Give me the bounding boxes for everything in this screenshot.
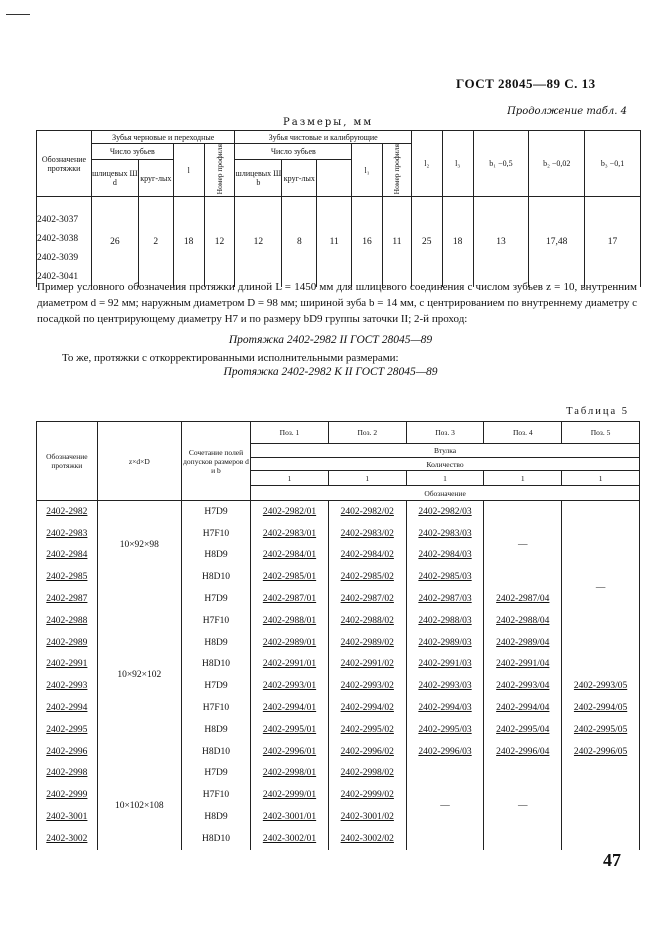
pos2-cell: 2402-2995/02 [328,719,406,741]
pos1-cell: 2402-2987/01 [251,588,329,610]
pos4-cell: 2402-2993/04 [484,675,562,697]
pos3-cell: 2402-2996/03 [406,741,484,763]
fit-cell: H8D10 [181,566,250,588]
col-spline-b: шлицевых Ш b [235,160,282,197]
profile-no-label: Номер профиля [215,144,225,195]
val-l1: 16 [352,197,383,288]
pos2-cell: 2402-2984/02 [328,545,406,567]
code-3037: 2402-3037 [37,215,79,226]
pos5-dash: — [562,501,640,676]
pos2-cell: 2402-2999/02 [328,784,406,806]
row-code: 2402-3001 [37,806,98,828]
val-round2: 8 [282,197,317,288]
pos3-cell: 2402-2983/03 [406,523,484,545]
pos-4: Поз. 4 [484,422,562,444]
table-4 [36,130,641,287]
col-l2: l₂ [411,131,442,197]
val-profile: 12 [204,197,235,288]
col-profile-no2 [382,144,411,197]
fit-cell: H7F10 [181,784,250,806]
pos5-cell: 2402-2994/05 [562,697,640,719]
val-l: 18 [173,197,204,288]
pos2-cell: 2402-2991/02 [328,654,406,676]
col-fit: Сочетание полей допусков размеров d и b [181,422,250,501]
example-paragraph-2: То же, протяжки с откорректированными исполнительными размерами: [62,352,399,364]
pos3-cell: 2402-2995/03 [406,719,484,741]
row-code: 2402-2999 [37,784,98,806]
dims-cell: 10×92×98 [97,501,181,589]
pos1-cell: 2402-2984/01 [251,545,329,567]
pos1-cell: 2402-2983/01 [251,523,329,545]
row-code: 2402-2993 [37,675,98,697]
pos1-cell: 2402-2988/01 [251,610,329,632]
code-3041: 2402-3041 [37,272,79,283]
pos1-cell: 2402-3001/01 [251,806,329,828]
col-spline-d: шлицевых Ш d [91,160,138,197]
sizes-label: Размеры, мм [283,117,374,128]
table-5-body [37,501,640,850]
fit-cell: H8D9 [181,632,250,654]
col-spline-b2 [317,160,352,197]
pos5-cell: 2402-2995/05 [562,719,640,741]
pos5-empty [562,763,640,850]
val-profile2: 11 [382,197,411,288]
table-5-title: Таблица 5 [566,406,629,417]
row-code: 2402-2995 [37,719,98,741]
pos5-cell: 2402-2993/05 [562,675,640,697]
val-l2: 25 [411,197,442,288]
val-b3: 17 [585,197,641,288]
val-extra: 11 [317,197,352,288]
pos1-cell: 2402-2998/01 [251,763,329,785]
pos3-cell: 2402-2988/03 [406,610,484,632]
pos2-cell: 2402-2987/02 [328,588,406,610]
pos3-cell: 2402-2982/03 [406,501,484,523]
pos3-cell: 2402-2991/03 [406,654,484,676]
fit-cell: H8D9 [181,806,250,828]
continuation-label: Продолжение табл. 4 [507,106,627,117]
code-3038: 2402-3038 [37,234,79,245]
pos-1: Поз. 1 [251,422,329,444]
row-code: 2402-2988 [37,610,98,632]
val-spline-d: 26 [91,197,138,288]
pos1-cell: 2402-2982/01 [251,501,329,523]
designation-label: Обозначение [251,486,640,501]
row-code: 2402-2998 [37,763,98,785]
page-number: 47 [603,850,621,870]
row-code: 2402-2987 [37,588,98,610]
row-code: 2402-2991 [37,654,98,676]
pos1-cell: 2402-3002/01 [251,828,329,850]
col-designation: Обозначение протяжки [37,131,92,197]
row-code: 2402-2985 [37,566,98,588]
profile-no2-label: Номер профиля [392,144,402,195]
fit-cell: H8D10 [181,654,250,676]
pos4-cell: 2402-2996/04 [484,741,562,763]
pos2-cell: 2402-3002/02 [328,828,406,850]
pos-5: Поз. 5 [562,422,640,444]
bushing-label: Втулка [251,444,640,458]
pos3-cell: 2402-2994/03 [406,697,484,719]
pos4-cell: 2402-2994/04 [484,697,562,719]
val-round: 2 [138,197,173,288]
col-b3: b₃ −0,1 [585,131,641,197]
pos1-cell: 2402-2993/01 [251,675,329,697]
pos1-cell: 2402-2994/01 [251,697,329,719]
pos4-cell: 2402-2991/04 [484,654,562,676]
val-b2: 17,48 [529,197,585,288]
pos2-cell: 2402-2983/02 [328,523,406,545]
pos1-cell: 2402-2991/01 [251,654,329,676]
qty-2: 1 [328,471,406,486]
val-spline-b: 12 [235,197,282,288]
col-b1: b₁ −0,5 [473,131,529,197]
group-rough-teeth: Зубья черновые и переходные [91,131,235,144]
pos4-cell: 2402-2995/04 [484,719,562,741]
table-5 [36,421,640,850]
dims-cell: 10×102×108 [97,763,181,850]
pos4-dash: — [484,501,562,589]
col-designation: Обозначение протяжки [37,422,98,501]
pos-3: Поз. 3 [406,422,484,444]
pos3-cell: 2402-2987/03 [406,588,484,610]
pos2-cell: 2402-2985/02 [328,566,406,588]
fit-cell: H7D9 [181,675,250,697]
fit-cell: H8D10 [181,828,250,850]
pos1-cell: 2402-2985/01 [251,566,329,588]
fit-cell: H7D9 [181,501,250,523]
fit-cell: H8D9 [181,545,250,567]
row-code: 2402-2982 [37,501,98,523]
fit-cell: H7F10 [181,523,250,545]
example-paragraph: Пример условного обозначения протяжки длиной L = 1450 мм для шлицевого соединения с числом зубьев z = 10, внутренним диаметром d = 92 мм; наружным диаметром D = 98 мм; шириной зуба b = 14 мм, с центрированием по внутреннему диаметру с посадкой по центрирующему диаметру H7 и по размеру bD9 группы заточки II; 2-й проход: [37,281,637,325]
fit-cell: H7D9 [181,588,250,610]
row-code: 2402-2983 [37,523,98,545]
col-round: круг-лых [138,160,173,197]
row-code: 2402-2989 [37,632,98,654]
qty-3: 1 [406,471,484,486]
example-line-2: Протяжка 2402-2982 K II ГОСТ 28045—89 [223,366,438,378]
table-row [37,501,640,523]
group-finish-teeth: Зубья чистовые и калибрующие [235,131,411,144]
fit-cell: H7F10 [181,697,250,719]
dims-cell: 10×92×102 [97,588,181,762]
val-l3: 18 [442,197,473,288]
scan-mark [6,14,30,15]
qty-1: 1 [251,471,329,486]
row-code: 2402-2996 [37,741,98,763]
table-row [37,588,640,610]
fit-cell: H8D9 [181,719,250,741]
col-b2: b₂ −0,02 [529,131,585,197]
pos1-cell: 2402-2996/01 [251,741,329,763]
page-header: ГОСТ 28045—89 С. 13 [456,76,596,91]
example-line-1: Протяжка 2402-2982 II ГОСТ 28045—89 [228,334,433,346]
fit-cell: H7F10 [181,610,250,632]
table-row [37,763,640,785]
col-dims: z×d×D [97,422,181,501]
pos2-cell: 2402-2994/02 [328,697,406,719]
qty-5: 1 [562,471,640,486]
row-code: 2402-3002 [37,828,98,850]
pos2-cell: 2402-2988/02 [328,610,406,632]
num-teeth-finish: Число зубьев [235,144,352,160]
pos2-cell: 2402-2993/02 [328,675,406,697]
pos2-cell: 2402-2982/02 [328,501,406,523]
pos3-cell: 2402-2984/03 [406,545,484,567]
col-profile-no [204,144,235,197]
pos-2: Поз. 2 [328,422,406,444]
pos2-cell: 2402-2998/02 [328,763,406,785]
pos4-cell: 2402-2989/04 [484,632,562,654]
col-round2: круг-лых [282,160,317,197]
col-l1: l₁ [352,144,383,197]
quantity-label: Количество [251,458,640,471]
pos2-cell: 2402-2989/02 [328,632,406,654]
val-b1: 13 [473,197,529,288]
fit-cell: H7D9 [181,763,250,785]
pos1-cell: 2402-2989/01 [251,632,329,654]
pos3-dash: — [406,763,484,850]
pos3-cell: 2402-2993/03 [406,675,484,697]
pos4-cell: 2402-2988/04 [484,610,562,632]
pos4-cell: 2402-2987/04 [484,588,562,610]
pos3-cell: 2402-2985/03 [406,566,484,588]
row-code: 2402-2994 [37,697,98,719]
fit-cell: H8D10 [181,741,250,763]
col-l3: l₃ [442,131,473,197]
col-l: l [173,144,204,197]
row-code: 2402-2984 [37,545,98,567]
num-teeth-rough: Число зубьев [91,144,173,160]
qty-4: 1 [484,471,562,486]
code-3039: 2402-3039 [37,253,79,264]
pos4-dash-2: — [484,763,562,850]
pos2-cell: 2402-3001/02 [328,806,406,828]
pos5-cell: 2402-2996/05 [562,741,640,763]
pos1-cell: 2402-2999/01 [251,784,329,806]
pos2-cell: 2402-2996/02 [328,741,406,763]
pos1-cell: 2402-2995/01 [251,719,329,741]
pos3-cell: 2402-2989/03 [406,632,484,654]
